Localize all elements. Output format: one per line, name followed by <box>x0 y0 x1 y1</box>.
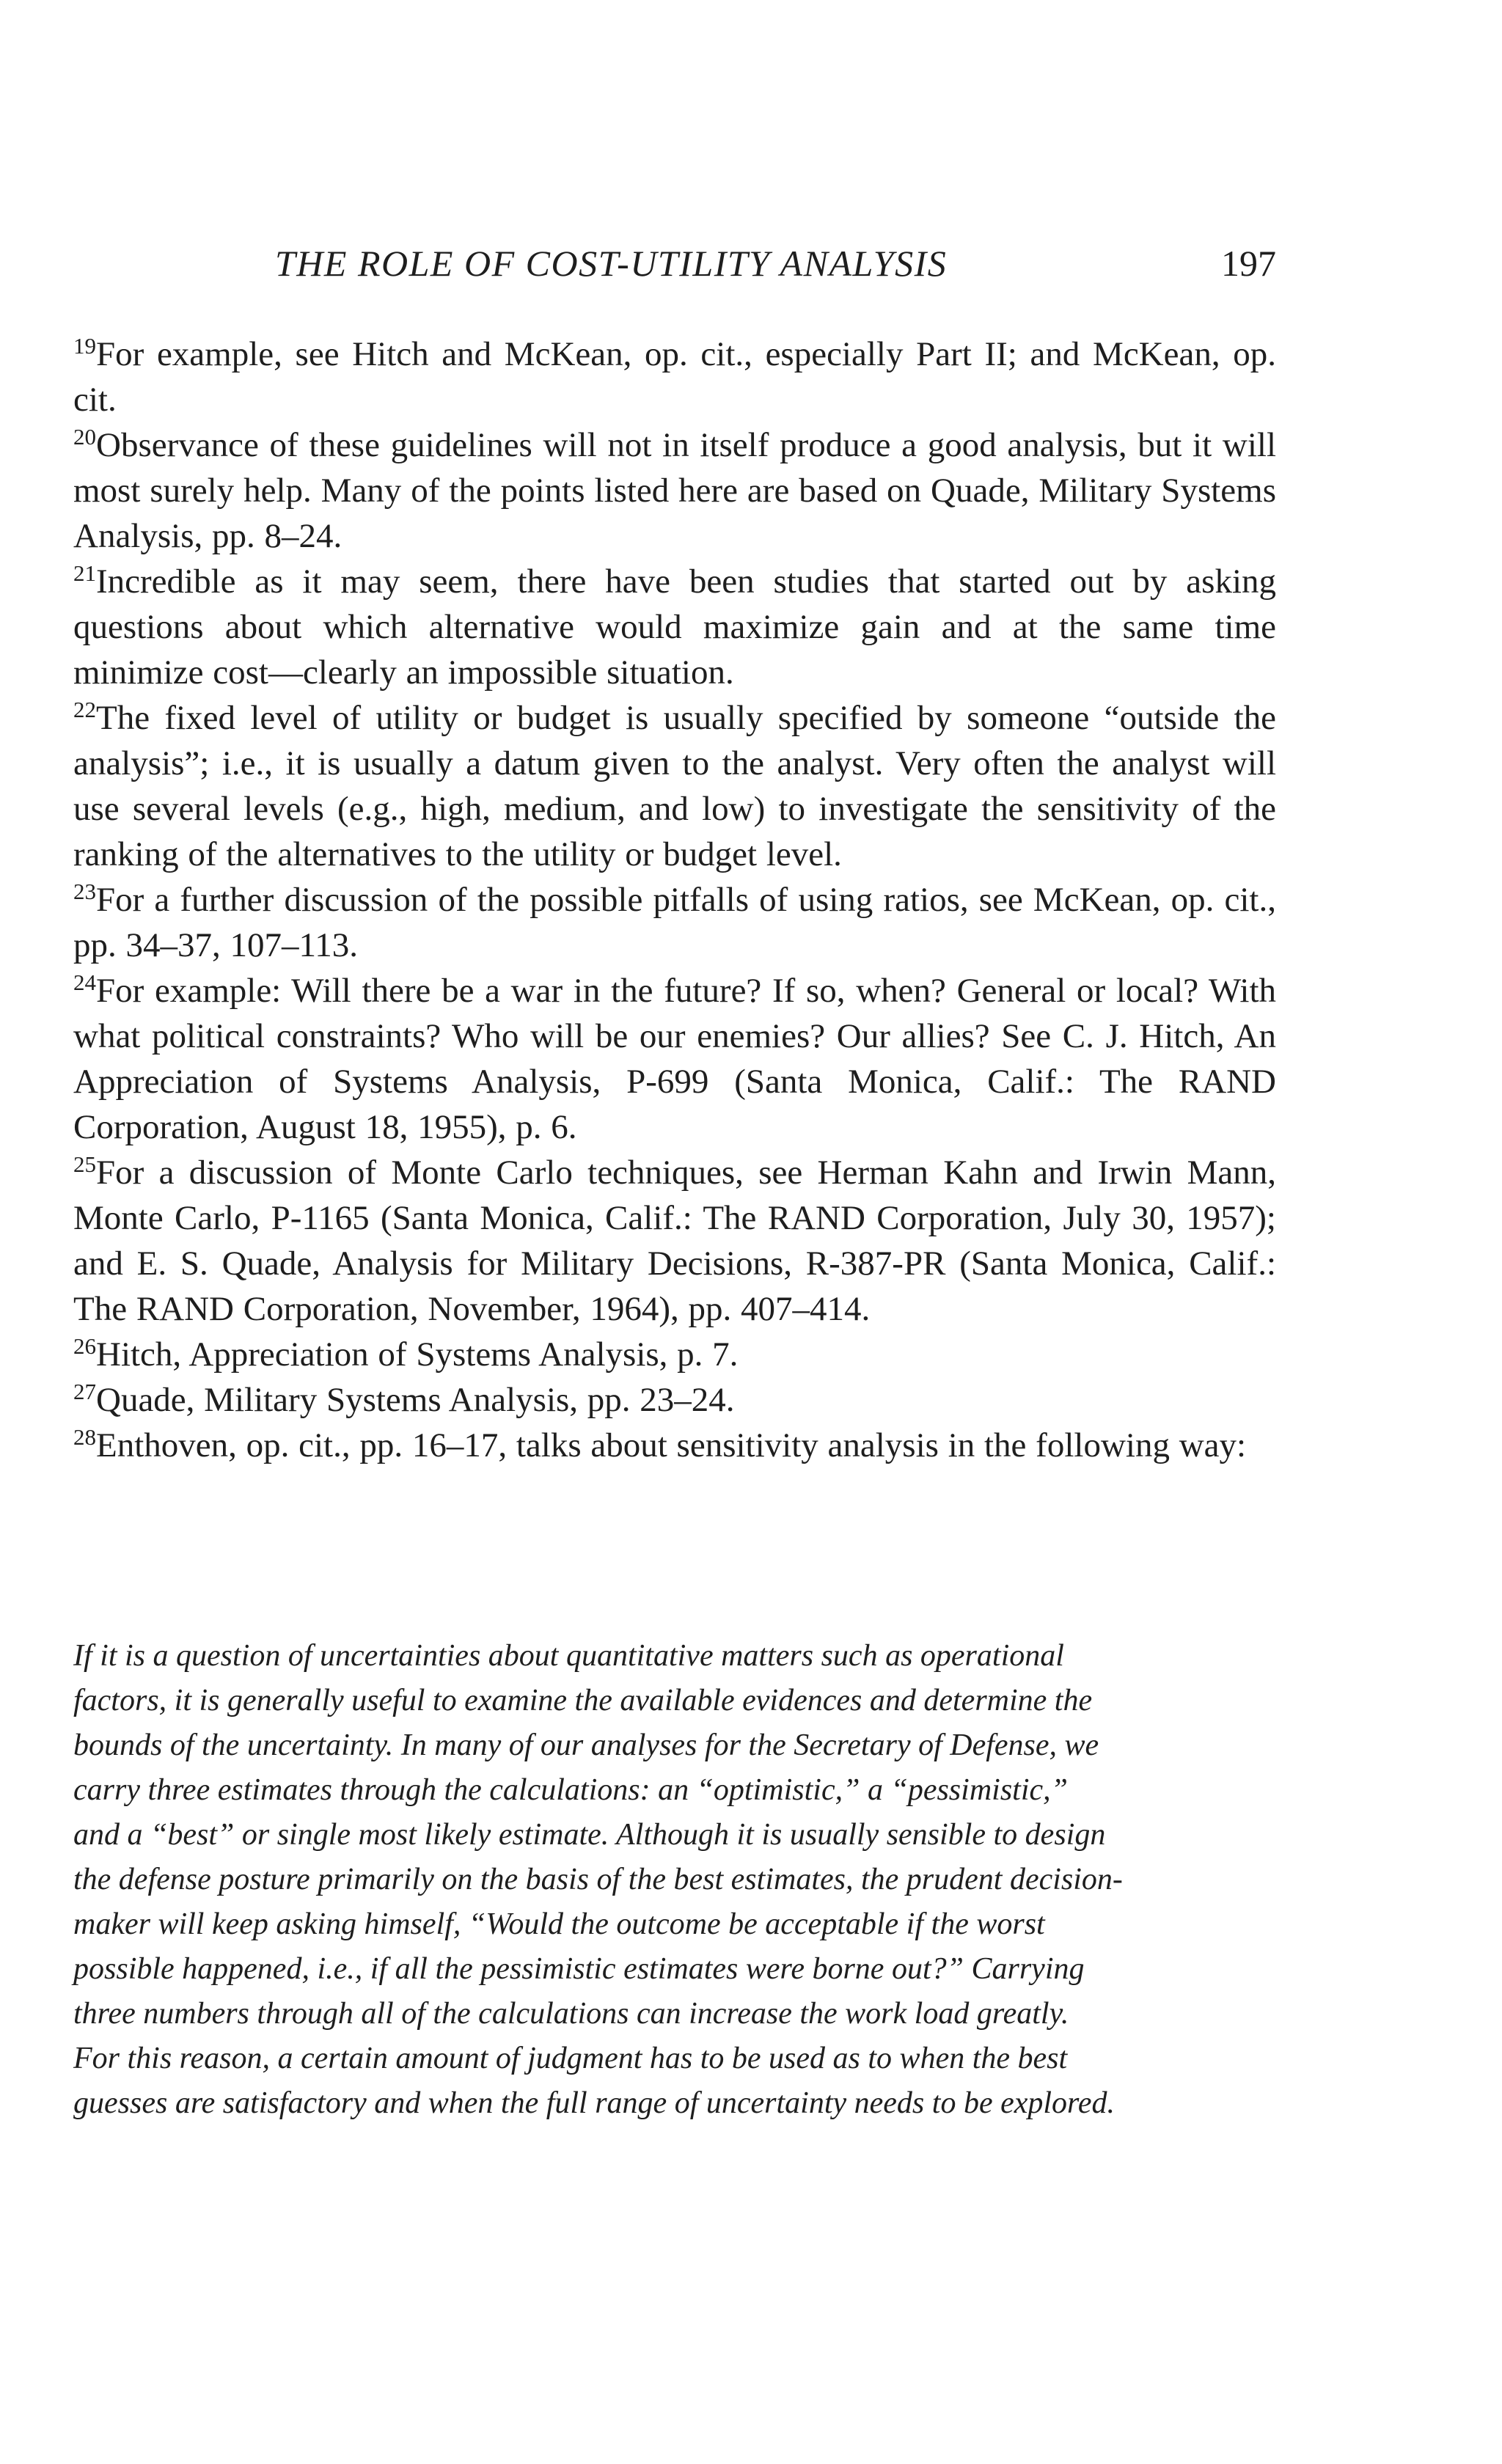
footnote-27 <box>73 1377 1276 1423</box>
footnote-22 <box>73 695 1276 877</box>
footnote-text: For a further discussion of the possible pitfalls of using ratios, see McKean, op. cit., pp. 34–37, 107–113. <box>73 881 1276 964</box>
footnote-text: Quade, Military Systems Analysis, pp. 23–24. <box>96 1381 735 1419</box>
quote-line: For this reason, a certain amount of judgment has to be used as to when the best <box>73 2042 1068 2075</box>
quote-line: possible happened, i.e., if all the pessimistic estimates were borne out?” Carrying <box>73 1952 1085 1986</box>
quote-line: maker will keep asking himself, “Would the outcome be acceptable if the worst <box>73 1907 1045 1941</box>
quote-line: and a “best” or single most likely estimate. Although it is usually sensible to design <box>73 1818 1106 1852</box>
running-title: THE ROLE OF COST-UTILITY ANALYSIS <box>275 243 948 284</box>
footnote-number: 24 <box>73 969 96 995</box>
page-number: 197 <box>1221 243 1276 284</box>
footnote-21 <box>73 559 1276 695</box>
footnote-number: 21 <box>73 560 96 586</box>
footnote-28 <box>73 1423 1276 1468</box>
footnote-text: Incredible as it may seem, there have been studies that started out by asking questions about which alternative would maximize gain and at the same time minimize cost—clearly an impossible situation. <box>73 562 1276 692</box>
quote-line: the defense posture primarily on the basis of the best estimates, the prudent decision- <box>73 1863 1123 1896</box>
footnotes-section <box>73 331 1276 1468</box>
running-head <box>73 242 1276 301</box>
quote-line: factors, it is generally useful to examine the available evidences and determine the <box>73 1684 1093 1717</box>
footnote-number: 27 <box>73 1379 96 1404</box>
footnote-text: For a discussion of Monte Carlo techniques, see Herman Kahn and Irwin Mann, Monte Carlo, P-1165 (Santa Monica, Calif.: The RAND Corporation, July 30, 1957); and E. S. Quade, Analysis for Military Decisions, R-387-PR (Santa Monica, Calif.: The RAND Corporation, November, 1964), pp. 407–414. <box>73 1154 1276 1328</box>
footnote-text: Observance of these guidelines will not in itself produce a good analysis, but it will most surely help. Many of the points listed here are based on Quade, Military Systems Analysis, pp. 8–24. <box>73 426 1276 555</box>
footnote-24 <box>73 968 1276 1150</box>
footnote-25 <box>73 1150 1276 1332</box>
quote-line: guesses are satisfactory and when the full range of uncertainty needs to be explored. <box>73 2086 1115 2120</box>
footnote-number: 26 <box>73 1333 96 1359</box>
footnote-text: The fixed level of utility or budget is usually specified by someone “outside the analysis”; i.e., it is usually a datum given to the analyst. Very often the analyst will use several levels (e.g., high, medium, and low) to investigate the sensitivity of the ranking of the alternatives to the utility or budget level. <box>73 699 1276 873</box>
footnote-text: Enthoven, op. cit., pp. 16–17, talks about sensitivity analysis in the following way: <box>96 1426 1247 1464</box>
footnote-19 <box>73 331 1276 422</box>
footnote-text: For example: Will there be a war in the future? If so, when? General or local? With what political constraints? Who will be our enemies? Our allies? See C. J. Hitch, An Appreciation of Systems Analysis, P-699 (Santa Monica, Calif.: The RAND Corporation, August 18, 1955), p. 6. <box>73 972 1276 1146</box>
quote-line: If it is a question of uncertainties about quantitative matters such as operational <box>73 1639 1064 1673</box>
footnote-number: 19 <box>73 333 96 359</box>
footnote-number: 28 <box>73 1424 96 1450</box>
footnote-text: Hitch, Appreciation of Systems Analysis, p. 7. <box>96 1335 739 1374</box>
footnote-number: 25 <box>73 1151 96 1177</box>
footnote-26 <box>73 1332 1276 1377</box>
book-page <box>73 0 1276 2464</box>
quote-line: bounds of the uncertainty. In many of our analyses for the Secretary of Defense, we <box>73 1728 1099 1762</box>
footnote-20 <box>73 422 1276 559</box>
footnote-text: For example, see Hitch and McKean, op. cit., especially Part II; and McKean, op. cit. <box>73 335 1276 419</box>
quote-line: three numbers through all of the calculations can increase the work load greatly. <box>73 1997 1069 2031</box>
footnote-number: 20 <box>73 424 96 450</box>
footnote-number: 22 <box>73 697 96 722</box>
footnote-number: 23 <box>73 879 96 904</box>
quote-line: carry three estimates through the calculations: an “optimistic,” a “pessimistic,” <box>73 1773 1068 1807</box>
block-quote <box>73 1634 1276 2126</box>
footnote-23 <box>73 877 1276 968</box>
